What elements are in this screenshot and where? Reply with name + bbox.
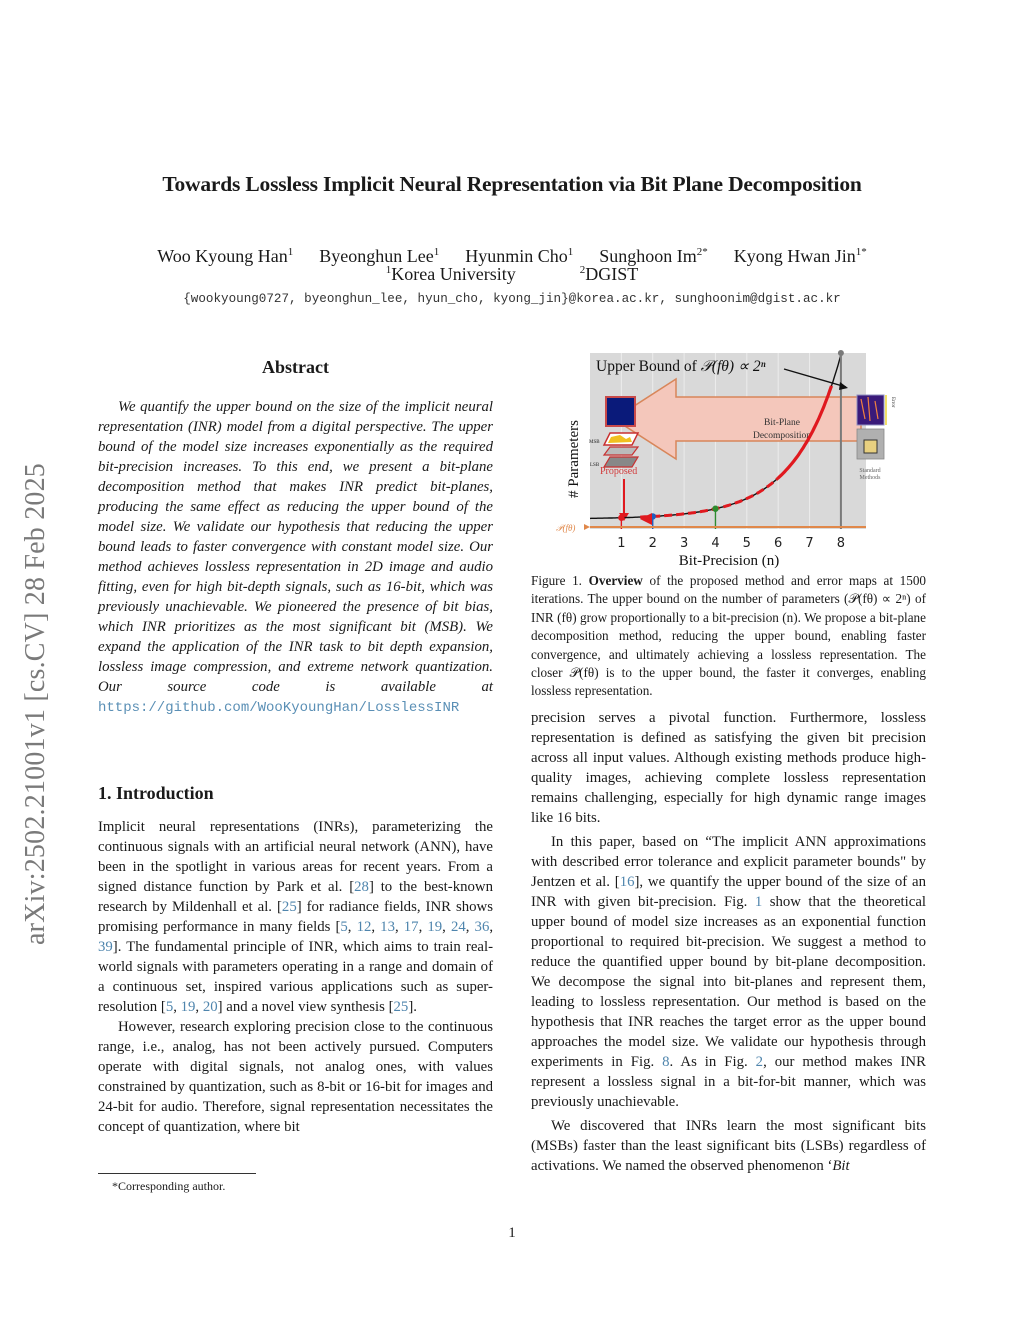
citation-link[interactable]: 36 (474, 919, 490, 935)
paper-title: Towards Lossless Implicit Neural Representation via Bit Plane Decomposition (162, 172, 862, 196)
figure-1-caption (531, 572, 926, 701)
abstract-section (98, 357, 493, 718)
citation-link[interactable]: 17 (403, 919, 419, 935)
author-name: Woo Kyoung Han$^1$ (157, 246, 294, 266)
plot-title: Upper Bound of 𝒫(fθ) ∝ 2ⁿ (596, 358, 766, 375)
x-axis-label: Bit-Precision (n) (678, 553, 780, 569)
abstract-heading: Abstract (262, 357, 329, 377)
citation-link[interactable]: 5 (165, 999, 174, 1015)
standard-label-1: Standard (859, 468, 881, 474)
standard-label-2: Methods (859, 475, 881, 481)
author-affiliation-mark: 1 (287, 246, 294, 258)
source-code-link[interactable]: https://github.com/WooKyoungHan/LosslessINR (98, 700, 460, 716)
author-affiliation-mark: 1 (567, 246, 574, 258)
author-name: Kyong Hwan Jin$^{1*}$ (733, 246, 867, 266)
figure-1 (556, 347, 936, 569)
standard-image-object (864, 440, 877, 453)
arrow-label-1: Bit-Plane (764, 418, 800, 428)
citation-link[interactable]: 2 (755, 1054, 764, 1070)
citation-link[interactable]: 25 (281, 899, 297, 915)
caption-label: Figure 1. (531, 573, 582, 588)
caption-bold: Overview (588, 573, 643, 588)
x-tick-labels (617, 536, 845, 551)
figure-1-chart (556, 347, 936, 569)
citation-link[interactable]: 16 (619, 874, 635, 890)
citation-link[interactable]: 8 (662, 1054, 670, 1070)
citation-link[interactable]: 19 (180, 999, 196, 1015)
marker-point (838, 350, 844, 356)
abstract-body (98, 397, 493, 718)
lsb-label: LSB (590, 463, 600, 468)
p-reference-label: 𝒫(fθ) (556, 523, 576, 533)
bit-plane-mid (604, 447, 638, 455)
marker-point (618, 515, 624, 521)
x-tick-label: 5 (742, 536, 751, 551)
x-tick-label: 7 (805, 536, 814, 551)
x-tick-label: 4 (711, 536, 720, 551)
arxiv-stamp[interactable]: arXiv:2502.21001v1 [cs.CV] 28 Feb 2025 (20, 462, 51, 945)
affiliation: $^1$Korea University (385, 264, 516, 284)
author-name: Byeonghun Lee$^1$ (319, 246, 440, 266)
intro-paragraph-1: Implicit neural representations (INRs), parameterizing the continuous signals with an artificial neural network (ANN), have been in the spotlight in various areas for recent years. From a signed distance function by Park et al. [28] to the best-known research by Mildenhall et al. [25] for radiance fields, INR shows promising performance in many fields [5, 12, 13, 17, 19, 24, 36, 39]. The fundamental principle of INR, which aims to train real-world signals with parameters operating in a range and domain of a continuous set, inspired various applications such as super-resolution [5, 19, 20] and a novel view synthesis [25]. (98, 819, 494, 1015)
marker-point (712, 506, 718, 512)
abstract-text: We quantify the upper bound on the size of the implicit neural representation (INR) model from a digital perspective. The upper bound of the model size increases exponentially as the required bit-precision increases. To this end, we present a bit-plane decomposition method that makes INR predict bit-planes, producing the same effect as reducing the upper bound of the model size. We validate our hypothesis that reducing the upper bound leads to faster convergence with constant model size. Our method achieves lossless representation in 2D image and audio fitting, even for high bit-depth signals, such as 16-bit, which was previously unachievable. We pioneered the presence of bit bias, which INR prioritizes as the most significant bit (MSB). We expand the application of the INR task to bit depth expansion, lossless image compression, and extreme network quantization. Our source code is available at (98, 399, 493, 695)
author-affiliation-mark: 1* (855, 246, 867, 258)
right-paragraph-3-text: We discovered that INRs learn the most significant bits (MSBs) faster than the least significant bits (LSBs) regardless of activations. We named the observed phenomenon ‘ (531, 1118, 926, 1174)
p-reference-arrowhead (584, 524, 590, 530)
citation-link[interactable]: 25 (393, 999, 409, 1015)
arrow-label-2: Decomposition (752, 431, 812, 441)
error-label: Error (890, 397, 895, 408)
citation-link[interactable]: 13 (380, 919, 395, 935)
error-colorbar (885, 395, 887, 425)
x-tick-label: 8 (836, 536, 846, 551)
affiliations (0, 264, 1024, 285)
right-column-text (531, 708, 926, 1176)
citation-link[interactable]: 28 (354, 879, 369, 895)
right-paragraph-3-italic: Bit (832, 1158, 850, 1174)
x-tick-label: 6 (774, 536, 783, 551)
citation-link[interactable]: 5 (340, 919, 348, 935)
introduction-heading: 1. Introduction (98, 783, 214, 803)
citation-link[interactable]: 24 (450, 919, 466, 935)
author-emails: {wookyoung0727, byeonghun_lee, hyun_cho, kyong_jin}@korea.ac.kr, sunghoonim@dgist.ac.kr (183, 292, 841, 306)
author-affiliation-mark: 1 (433, 246, 440, 258)
proposed-model-square (606, 397, 635, 426)
introduction-section (98, 783, 493, 1137)
x-tick-label: 1 (617, 536, 626, 551)
y-axis-label: # Parameters (566, 420, 582, 498)
author-name: Sunghoon $Im^{2*}$ (599, 246, 708, 266)
author-affiliation-mark: 2* (696, 246, 708, 258)
msb-label: MSB (589, 440, 600, 445)
author-name: Hyunmin Cho$^1$ (465, 246, 574, 266)
page-number: 1 (508, 1225, 516, 1241)
right-paragraph-1: precision serves a pivotal function. Furthermore, lossless representation is defined as satisfying the given bit precision across all input values. Although existing methods produce high-quality images, achieving complete lossless representation remains challenging, especially for high dynamic range images like 16 bits. (531, 710, 926, 826)
citation-link[interactable]: 1 (754, 894, 763, 910)
right-paragraph-2: In this paper, based on “The implicit ANN approximations with described error tolerance and explicit parameter bounds" by Jentzen et al. [16], we quantify the upper bound of the size of an INR with given bit-precision. Fig. 1 show that the theoretical upper bound of model size increases as an exponential function proportional to required bit-precision. We suggest a method to reduce the quantified upper bound by bit-plane decomposition. We decompose the signal into bit-planes and represent them, leading to lossless representation. Our method is based on the hypothesis that INR reaches the target error as the upper bound approaches the model size. We validate our hypothesis through experiments in Fig. 8. As in Fig. 2, our method makes INR represent a lossless signal in a bit-for-bit manner, which was previously unachievable. (531, 834, 926, 1110)
citation-link[interactable]: 39 (98, 939, 113, 955)
citation-link[interactable]: 19 (427, 919, 443, 935)
footnote: *Corresponding author. (112, 1179, 226, 1193)
citation-link[interactable]: 12 (356, 919, 372, 935)
right-paragraph-3 (531, 1116, 926, 1176)
citation-link[interactable]: 20 (202, 999, 218, 1015)
intro-paragraph-2: However, research exploring precision close to the continuous range, i.e., analog, has not been actively pursued. Computers operate with digital signals, not analog ones, with values constrained by quantization, such as 8-bit or 16-bit for images and 24-bit for audio. Therefore, signal representation necessitates the concept of quantization, where bit (98, 1019, 493, 1135)
affiliation: $^2$DGIST (579, 264, 639, 284)
footnote-rule (98, 1173, 256, 1174)
proposed-label: Proposed (600, 466, 638, 477)
x-tick-label: 3 (679, 536, 689, 551)
x-tick-label: 2 (648, 536, 657, 551)
caption-text: of the proposed method and error maps at 1500 iterations. The upper bound on the number of parameters (𝒫(fθ) ∝ 2ⁿ) of INR (fθ) grow proportionally to a bit-precision (n). We propose a bit-plane decomposition method, reducing the upper bound, enabling faster convergence, and ultimately achieving a lossless representation. The closer 𝒫(fθ) is to the upper bound, the faster it converges, enabling lossless representation. (531, 573, 927, 699)
